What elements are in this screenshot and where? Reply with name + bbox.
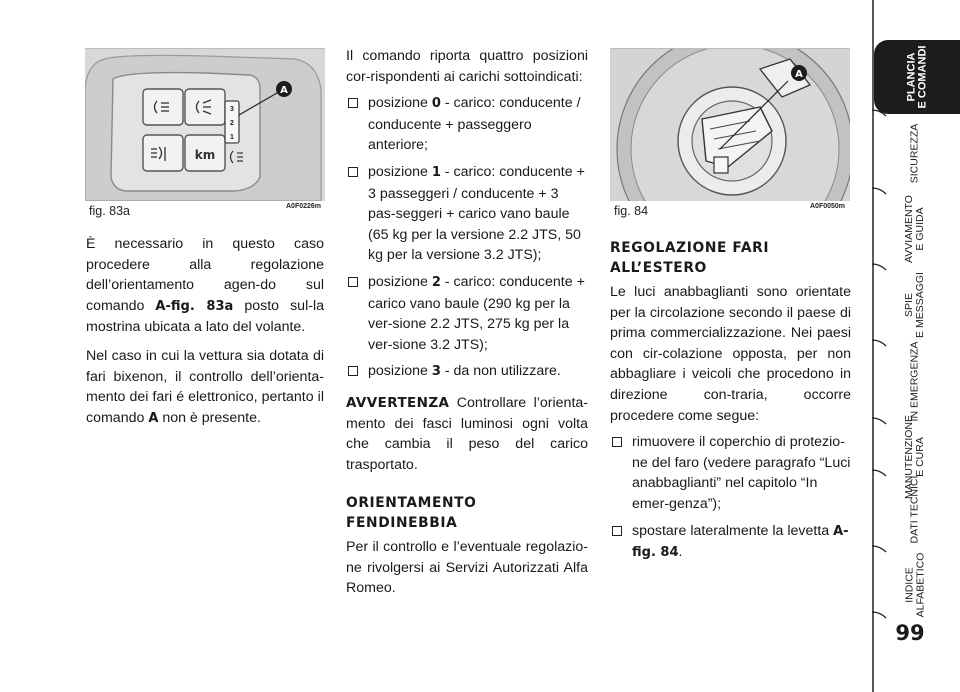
headlamp-illustration (610, 49, 850, 201)
heading-line: REGOLAZIONE FARI (610, 240, 770, 256)
control-reference: A-fig. 83a (155, 298, 234, 314)
position-number: 1 (431, 164, 441, 180)
position-prefix: posizione (368, 363, 432, 380)
tab-label: SICUREZZA (908, 123, 921, 183)
callout-a-label: A (280, 85, 288, 96)
tab-label: INDICE ALFABETICO (903, 552, 926, 618)
headlight-abroad-intro: Le luci anabbaglianti sono orientate per la circolazione secondo il paese di prima commercializzazione. Nei paesi con cir-colazione opposta, per non abbagliare i veicoli che procedono in direzione con-traria, occorre procedere come segue: (610, 284, 851, 424)
figure-84-code: A0F0050m (810, 203, 846, 210)
tab-label: MANUTENZIONE E CURA (903, 415, 926, 499)
positions-list (346, 93, 588, 383)
callout-a-label: A (795, 69, 803, 80)
list-item (610, 432, 851, 514)
position-text: - carico: conducente / conducente + passeggero anteriore; (368, 95, 581, 154)
position-prefix: posizione (368, 163, 432, 180)
paragraph-text: Nel caso in cui la vettura sia dotata di fari bixenon, il controllo dell’orienta-mento dei fari é elettronico, pertanto il comando (86, 347, 324, 426)
warning-label: AVVERTENZA (346, 394, 450, 411)
list-item (346, 162, 588, 266)
fog-heading (346, 493, 588, 533)
switch-position-2: 2 (230, 120, 234, 127)
position-text: - carico: conducente + 3 passeggeri / conducente + 3 pas-seggeri + carico vano baule (65 kg per la versione 2.2 JTS, 50 kg per la versione 3.2 JTS); (368, 163, 585, 264)
km-key-label: km (194, 148, 216, 162)
positions-intro: Il comando riporta quattro posizioni cor-rispondenti ai carichi sottoindicati: (346, 48, 588, 85)
list-item (610, 521, 851, 564)
warning-text: Controllare l’orienta-mento dei fasci luminosi ogni volta che cambia il peso del carico trasportato. (346, 394, 588, 473)
figure-83a (85, 48, 325, 201)
position-number: 2 (431, 274, 441, 290)
position-text: - carico: conducente + carico vano baule (290 kg per la ver-sione 2.2 JTS, 275 kg per la ver-sione 3.2 JTS); (368, 273, 585, 353)
tab-label: DATI TECNICI (908, 475, 921, 543)
paragraph-text: non è presente. (158, 409, 261, 426)
right-column-text (610, 238, 851, 570)
left-column-text (86, 234, 324, 437)
heading-line: ALL’ESTERO (610, 260, 707, 276)
middle-column-text (346, 46, 588, 607)
tab-label: AVVIAMENTO E GUIDA (902, 195, 926, 263)
dashboard-switch-illustration (85, 49, 325, 201)
paragraph-text: posto sul-la mostrina ubicata a lato del volante. (86, 297, 324, 336)
figure-84 (610, 48, 850, 201)
heading-line: FENDINEBBIA (346, 515, 458, 532)
figure-83a-caption: fig. 83a (89, 204, 131, 218)
figure-84-caption: fig. 84 (614, 204, 649, 218)
tab-label: IN EMERGENZA (908, 341, 921, 421)
control-reference: A (148, 410, 159, 426)
tab-label: PLANCIA E COMANDI (904, 45, 928, 109)
switch-position-3: 3 (230, 106, 234, 113)
paragraph-bixenon (86, 346, 324, 429)
figure-83a-code: A0F0226m (286, 203, 322, 210)
tab-label: SPIE E MESSAGGI (903, 272, 926, 338)
switch-position-1: 1 (230, 134, 234, 141)
steps-list (610, 432, 851, 564)
step-text: . (678, 544, 683, 561)
position-prefix: posizione (368, 273, 432, 290)
step-text: rimuovere il coperchio di protezio-ne del faro (vedere paragrafo “Luci anabbaglianti” nel capitolo “In emer-genza”); (632, 434, 851, 512)
paragraph-adjustment (86, 234, 324, 338)
warning-paragraph (346, 393, 588, 475)
heading-line: ORIENTAMENTO (346, 495, 477, 512)
position-text: - da non utilizzare. (440, 363, 561, 380)
control-reference: A-fig. 84 (632, 523, 849, 561)
page-number: 99 (895, 621, 925, 645)
list-item (346, 272, 588, 355)
paragraph-text: È necessario in questo caso procedere alla regolazione dell’orientamento agen-do sul comando (86, 236, 324, 314)
fog-paragraph: Per il controllo e l’eventuale regolazio-ne rivolgersi ai Servizi Autorizzati Alfa Romeo. (346, 539, 588, 597)
position-prefix: posizione (368, 95, 432, 112)
list-item (346, 361, 588, 383)
headlight-abroad-heading (610, 238, 851, 278)
position-number: 0 (431, 96, 441, 112)
sidebar-tab-dividers (872, 0, 960, 692)
list-item (346, 93, 588, 156)
step-text: spostare lateralmente la levetta (632, 522, 834, 539)
position-number: 3 (431, 364, 441, 380)
